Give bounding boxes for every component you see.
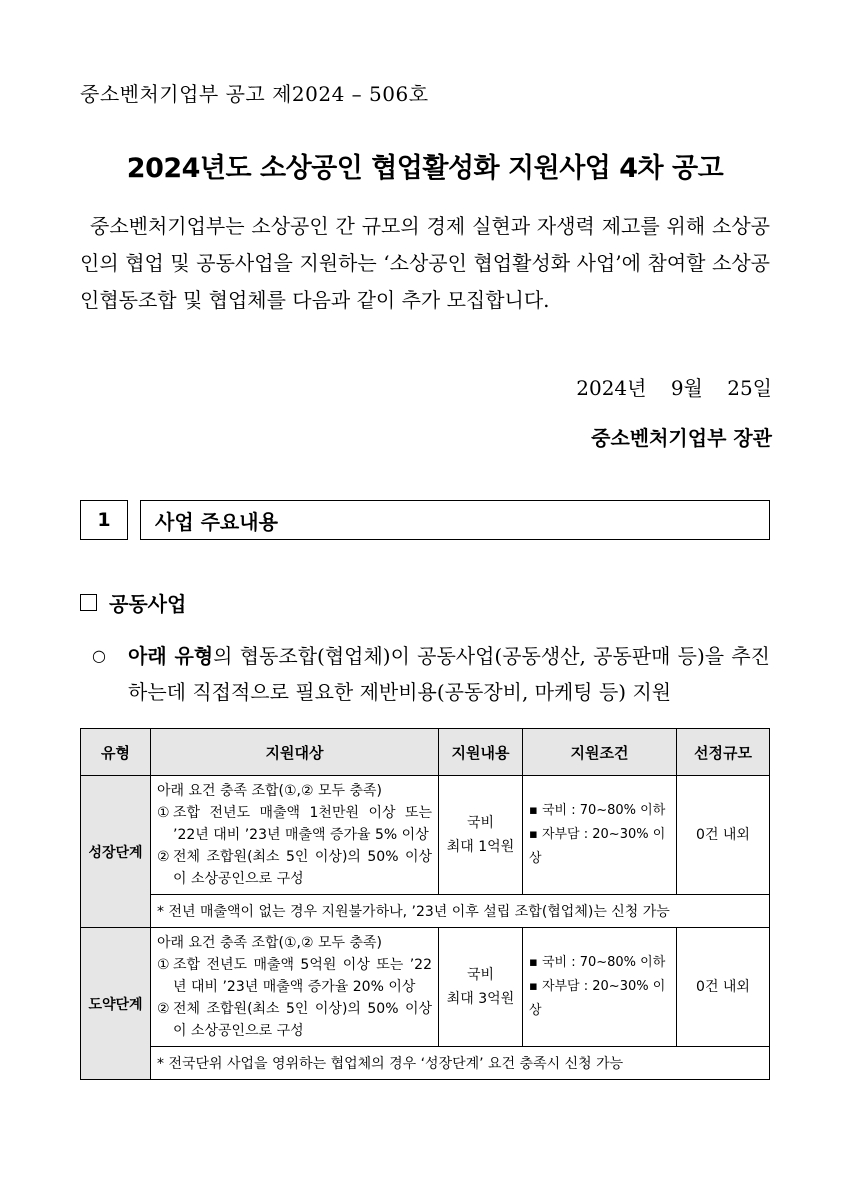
document-title: 2024년도 소상공인 협업활성화 지원사업 4차 공고: [126, 153, 724, 184]
circle-bullet-icon: ○: [92, 646, 106, 665]
target-item-text: 전체 조합원(최소 5인 이상)의 50% 이상이 소상공인으로 구성: [173, 1001, 432, 1039]
issuer: 중소벤처기업부 장관: [591, 426, 772, 450]
bullet-body: 의 협동조합(협업체)이 공동사업(공동생산, 공동판매 등)을 추진하는데 직접적으로 필요한 제반비용(공동장비, 마케팅 등) 지원: [128, 644, 771, 704]
target-item: [157, 954, 432, 998]
stage-cell: 성장단계: [81, 776, 151, 928]
table-header-row: [81, 729, 770, 776]
condition-self: ▪ 자부담 : 20~30% 이상: [529, 827, 666, 866]
target-cell: [151, 776, 439, 895]
support-cell: [439, 776, 523, 895]
target-item-number: ①: [157, 957, 170, 973]
col-header-scale: 선정규모: [677, 729, 770, 776]
conditions-cell: [523, 928, 677, 1047]
table-row: [81, 928, 770, 1047]
target-item-number: ②: [157, 849, 170, 865]
announcement-date: 2024년 9월 25일: [576, 376, 772, 400]
bullet-emphasis: 아래 유형: [128, 644, 214, 668]
target-item: [157, 802, 432, 846]
col-header-conditions: 지원조건: [523, 729, 677, 776]
target-cell: [151, 928, 439, 1047]
col-header-support: 지원내용: [439, 729, 523, 776]
target-intro: 아래 요건 충족 조합(①,② 모두 충족): [157, 783, 383, 799]
target-item-text: 조합 전년도 매출액 5억원 이상 또는 ’22년 대비 ’23년 매출액 증가율 20% 이상: [173, 957, 432, 995]
support-line: 국비: [466, 967, 495, 983]
section-title: 사업 주요내용: [140, 500, 770, 540]
support-amount: 최대 1억원: [446, 839, 515, 855]
table-note-row: [81, 895, 770, 928]
table-row: [81, 776, 770, 895]
stage-cell: 도약단계: [81, 928, 151, 1080]
note-cell: * 전년 매출액이 없는 경우 지원불가하나, ’23년 이후 설립 조합(협업체)는 신청 가능: [151, 895, 770, 928]
target-item: [157, 846, 432, 890]
target-item-text: 전체 조합원(최소 5인 이상)의 50% 이상이 소상공인으로 구성: [173, 849, 432, 887]
support-table: [80, 728, 770, 1080]
checkbox-square-icon: [80, 594, 97, 611]
condition-self: ▪ 자부담 : 20~30% 이상: [529, 979, 666, 1018]
subsection-title: 공동사업: [109, 592, 187, 616]
col-header-target: 지원대상: [151, 729, 439, 776]
support-amount: 최대 3억원: [446, 991, 515, 1007]
conditions-cell: [523, 776, 677, 895]
support-line: 국비: [466, 815, 495, 831]
note-cell: * 전국단위 사업을 영위하는 협업체의 경우 ‘성장단계’ 요건 충족시 신청 가능: [151, 1047, 770, 1080]
section-number: 1: [80, 500, 128, 540]
condition-national: ▪ 국비 : 70~80% 이하: [529, 803, 666, 818]
target-item-text: 조합 전년도 매출액 1천만원 이상 또는 ’22년 대비 ’23년 매출액 증가율 5% 이상: [173, 805, 432, 843]
notice-number: 중소벤처기업부 공고 제2024 – 506호: [80, 82, 429, 106]
subsection-heading: [80, 588, 186, 617]
target-item: [157, 998, 432, 1042]
target-item-number: ②: [157, 1001, 170, 1017]
col-header-type: 유형: [81, 729, 151, 776]
intro-paragraph: 중소벤처기업부는 소상공인 간 규모의 경제 실현과 자생력 제고를 위해 소상공인의 협업 및 공동사업을 지원하는 ‘소상공인 협업활성화 사업’에 참여할 소상공인협동조합 및 협업체를 다음과 같이 추가 모집합니다.: [80, 214, 770, 312]
target-intro: 아래 요건 충족 조합(①,② 모두 충족): [157, 935, 383, 951]
scale-cell: 0건 내외: [677, 928, 770, 1047]
bullet-item: [92, 638, 770, 710]
table-note-row: [81, 1047, 770, 1080]
support-cell: [439, 928, 523, 1047]
bullet-text: [128, 638, 770, 710]
scale-cell: 0건 내외: [677, 776, 770, 895]
target-item-number: ①: [157, 805, 170, 821]
condition-national: ▪ 국비 : 70~80% 이하: [529, 955, 666, 970]
